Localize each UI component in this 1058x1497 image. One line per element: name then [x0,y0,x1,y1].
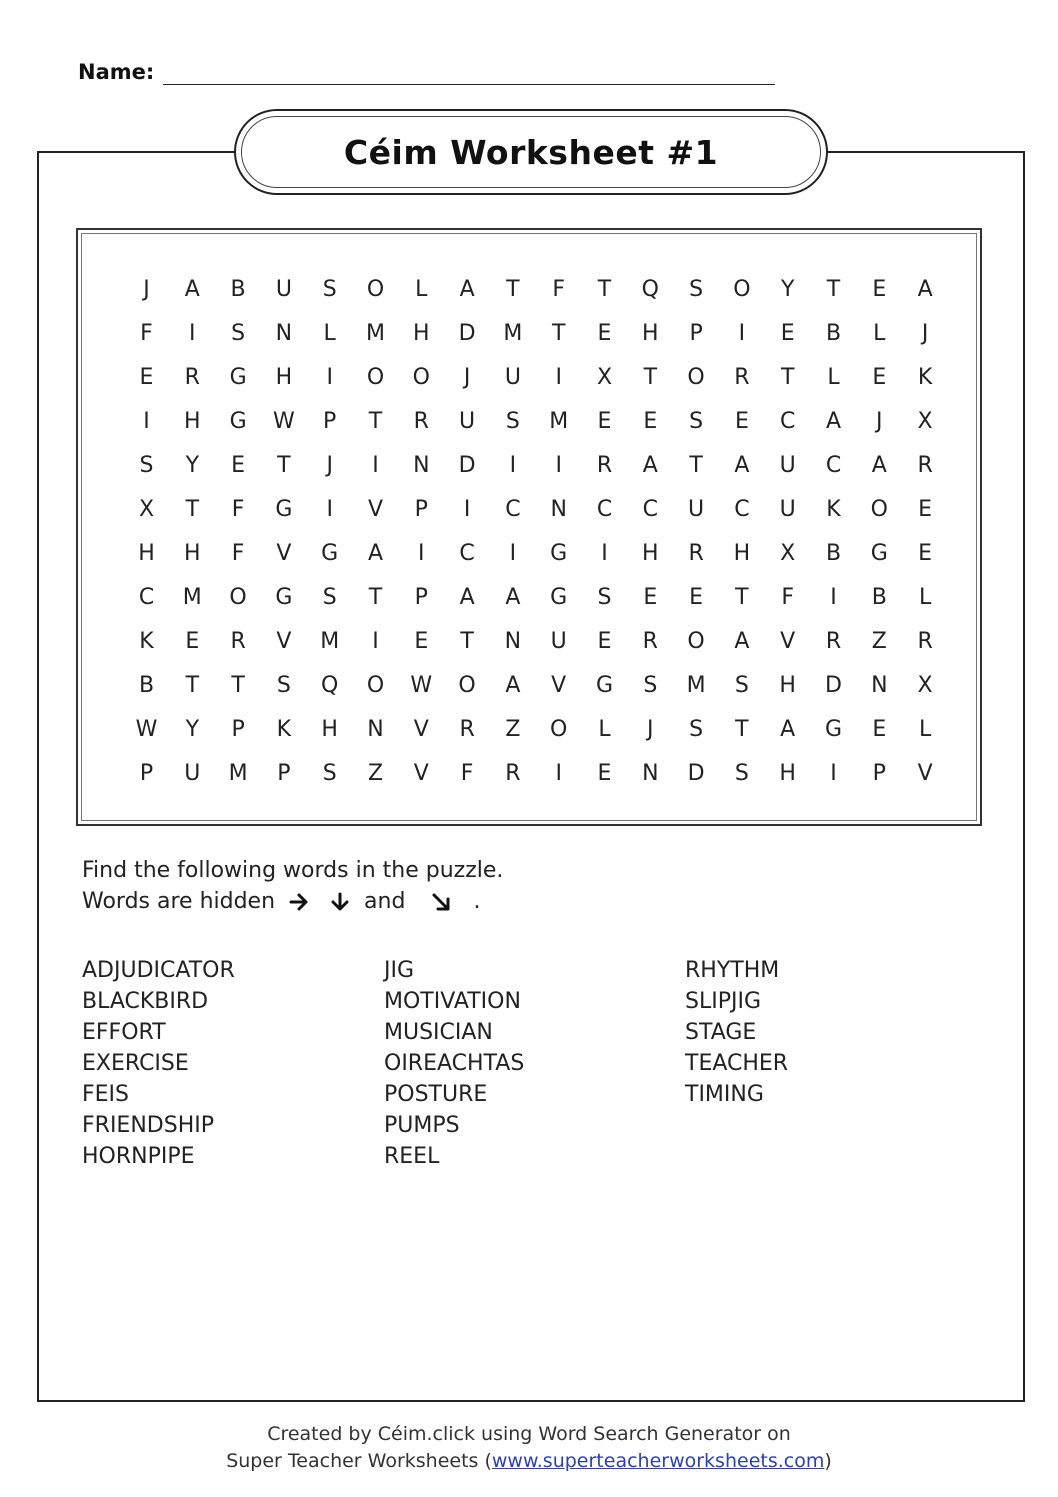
grid-letter: K [917,365,933,390]
grid-letter: T [185,673,200,698]
grid-letter: F [460,761,474,786]
name-line[interactable] [163,84,775,85]
grid-letter: T [597,277,612,302]
grid-letter: J [876,409,883,434]
grid-letter: R [230,629,246,654]
grid-letter: R [459,717,475,742]
grid-letter: L [415,277,428,302]
grid-letter: K [826,497,841,522]
footer-source-prefix: Super Teacher Worksheets ( [226,1450,492,1472]
grid-letter: G [321,541,339,566]
grid-letter: C [138,585,155,610]
grid-letter: J [326,453,333,478]
grid-letter: T [689,453,703,478]
grid-letter: F [140,321,153,346]
grid-letter: U [688,497,705,522]
grid-letter: C [642,497,658,522]
grid-letter: X [917,409,933,434]
grid-letter: B [230,277,246,302]
grid-letter: G [595,673,614,698]
grid-letter: S [734,761,749,786]
word-list-item: EFFORT [82,1020,166,1045]
grid-letter: A [459,277,475,302]
grid-letter: E [597,761,612,786]
grid-letter: V [367,497,384,522]
grid-letter: S [643,673,658,698]
instructions [82,855,503,917]
grid-letter: W [273,409,295,434]
grid-letter: T [735,585,749,610]
grid-letter: R [413,409,429,434]
grid-letter: G [275,585,293,610]
grid-letter: O [366,277,385,302]
grid-letter: U [550,629,567,654]
grid-letter: A [871,453,887,478]
grid-letter: K [139,629,154,654]
grid-letter: Z [505,717,521,742]
grid-letter: X [780,541,796,566]
grid-letter: R [917,453,933,478]
grid-letter: P [872,761,886,786]
grid-letter: I [555,453,562,478]
grid-letter: M [503,321,523,346]
title-banner [234,109,828,195]
grid-letter: E [872,717,887,742]
grid-letter: C [734,497,750,522]
grid-letter: B [825,321,842,346]
grid-letter: G [870,541,888,566]
grid-letter: B [871,585,887,610]
grid-letter: I [143,409,150,434]
grid-letter: L [918,585,932,610]
grid-letter: N [642,761,659,786]
grid-letter: E [597,321,612,346]
grid-letter: U [504,365,521,390]
grid-letter: M [686,673,706,698]
grid-letter: P [139,761,154,786]
grid-letter: C [825,453,842,478]
grid-letter: J [921,321,929,346]
grid-letter: P [689,321,703,346]
word-list-column-3 [685,955,788,1110]
grid-letter: I [372,629,379,654]
grid-letter: H [138,541,155,566]
word-list-item: MUSICIAN [384,1020,493,1045]
grid-letter: S [322,761,337,786]
grid-letter: C [780,409,796,434]
grid-letter: I [326,365,333,390]
arrow-down-icon [329,891,351,913]
instructions-period: . [473,889,481,914]
grid-letter: S [139,453,154,478]
grid-letter: T [185,497,200,522]
grid-letter: I [601,541,608,566]
grid-letter: A [780,717,796,742]
grid-letter: H [184,409,201,434]
grid-letter: L [873,321,886,346]
grid-letter: E [918,541,933,566]
word-list-item: PUMPS [384,1113,460,1138]
grid-letter: E [780,321,795,346]
grid-letter: R [917,629,933,654]
grid-letter: E [414,629,429,654]
grid-letter: E [597,629,612,654]
word-list-item: REEL [384,1144,440,1169]
grid-letter: J [143,277,150,302]
grid-letter: S [689,277,704,302]
grid-letter: A [367,541,384,566]
grid-letter: O [870,497,888,522]
grid-letter: W [135,717,158,742]
grid-letter: O [366,673,385,698]
grid-letter: N [504,629,522,654]
grid-letter: V [551,673,567,698]
grid-letter: A [825,409,842,434]
grid-letter: E [734,409,749,434]
grid-letter: R [688,541,704,566]
grid-letter: V [917,761,933,786]
arrow-down-right-icon [430,891,452,913]
grid-letter: S [734,673,749,698]
footer-link[interactable]: www.superteacherworksheets.com [491,1450,825,1472]
word-list-item: RHYTHM [685,958,780,983]
word-list-column-1 [82,955,235,1172]
grid-letter: A [505,673,521,698]
grid-letter: S [689,717,704,742]
grid-letter: Y [780,277,795,302]
word-list-item: POSTURE [384,1082,488,1107]
grid-letter: C [505,497,521,522]
page-title: Céim Worksheet #1 [343,132,719,172]
grid-letter: E [689,585,704,610]
grid-letter: H [275,365,293,390]
word-list-item: TIMING [685,1082,764,1107]
footer [0,1421,1058,1475]
grid-letter: R [596,453,613,478]
grid-letter: O [412,365,430,390]
arrow-right-icon [288,891,310,913]
grid-letter: Z [367,761,384,786]
grid-letter: Q [641,277,659,302]
grid-letter: I [830,585,837,610]
name-row [78,58,778,88]
word-list-item: EXERCISE [82,1051,189,1076]
grid-letter: S [597,585,612,610]
grid-letter: I [189,321,196,346]
grid-letter: A [917,277,933,302]
grid-letter: S [505,409,520,434]
grid-letter: I [509,541,517,566]
grid-letter: E [231,453,246,478]
grid-letter: R [642,629,658,654]
grid-letter: O [687,365,705,390]
grid-letter: H [779,761,796,786]
grid-letter: H [642,321,659,346]
grid-letter: O [366,365,385,390]
grid-letter: R [505,761,521,786]
grid-letter: I [509,453,517,478]
grid-letter: H [733,541,751,566]
grid-letter: G [550,541,568,566]
grid-letter: L [827,365,840,390]
grid-letter: Y [185,717,200,742]
grid-letter: I [463,497,471,522]
grid-letter: V [413,761,429,786]
word-list-item: OIREACHTAS [384,1051,525,1076]
grid-letter: X [596,365,613,390]
grid-letter: B [825,541,842,566]
grid-letter: A [459,585,475,610]
grid-letter: G [229,409,247,434]
grid-letter: V [413,717,429,742]
grid-letter: A [505,585,521,610]
grid-letter: A [734,453,750,478]
grid-letter: C [596,497,613,522]
word-list-item: MOTIVATION [384,989,521,1014]
grid-letter: I [830,761,837,786]
grid-letter: O [229,585,247,610]
grid-letter: I [372,453,379,478]
grid-letter: L [598,717,611,742]
grid-letter: F [231,541,245,566]
grid-letter: E [643,585,658,610]
grid-letter: I [555,761,562,786]
grid-letter: R [184,365,200,390]
grid-letter: E [139,365,154,390]
grid-letter: S [689,409,704,434]
grid-letter: X [917,673,933,698]
grid-letter: R [734,365,750,390]
grid-letter: O [458,673,476,698]
grid-letter: M [228,761,248,786]
word-list-item: BLACKBIRD [82,989,209,1014]
grid-letter: E [872,365,887,390]
grid-letter: H [321,717,338,742]
grid-letter: H [779,673,796,698]
grid-letter: T [643,365,658,390]
grid-letter: Z [871,629,887,654]
grid-letter: L [918,717,932,742]
grid-letter: H [413,321,430,346]
grid-letter: A [642,453,658,478]
grid-letter: E [185,629,200,654]
grid-letter: V [276,629,292,654]
grid-letter: L [323,321,336,346]
grid-letter: Y [185,453,200,478]
grid-letter: I [418,541,425,566]
grid-letter: T [231,673,245,698]
grid-letter: G [275,497,293,522]
grid-letter: D [458,321,476,346]
grid-letter: J [463,365,471,390]
grid-letter: P [231,717,245,742]
grid-letter: B [138,673,155,698]
grid-letter: E [872,277,887,302]
grid-letter: V [276,541,292,566]
grid-letter: U [275,277,292,302]
grid-letter: F [781,585,795,610]
instructions-and-text: and [364,889,406,914]
grid-letter: T [735,717,749,742]
word-list-item: FEIS [82,1082,130,1107]
grid-letter: S [322,585,337,610]
grid-letter: K [276,717,292,742]
grid-letter: T [277,453,291,478]
grid-letter: P [414,497,428,522]
grid-letter: T [780,365,795,390]
grid-letter: S [276,673,291,698]
grid-letter: Q [321,673,339,698]
grid-letter: M [366,321,385,346]
grid-letter: G [229,365,247,390]
grid-letter: P [323,409,337,434]
footer-source-suffix: ) [824,1450,832,1472]
word-list-item: HORNPIPE [82,1144,195,1169]
word-list-column-2 [384,955,524,1172]
grid-letter: J [647,717,654,742]
grid-letter: X [138,497,155,522]
grid-letter: P [414,585,428,610]
grid-letter: G [550,585,568,610]
name-label: Name: [78,60,155,84]
grid-letter: O [733,277,751,302]
grid-letter: N [367,717,384,742]
grid-letter: T [460,629,474,654]
grid-letter: U [779,453,796,478]
word-list-item: FRIENDSHIP [82,1113,214,1138]
grid-letter: M [182,585,202,610]
grid-letter: I [738,321,746,346]
grid-letter: O [687,629,705,654]
word-list-item: SLIPJIG [685,989,762,1014]
grid-letter: M [549,409,569,434]
grid-letter: S [231,321,246,346]
instructions-hidden-text: Words are hidden [82,889,276,914]
grid-letter: T [506,277,520,302]
grid-letter: I [326,497,333,522]
instructions-line-1: Find the following words in the puzzle. [82,858,504,883]
grid-letter: T [826,277,841,302]
grid-letter: M [320,629,340,654]
grid-letter: N [275,321,293,346]
grid-letter: W [410,673,433,698]
grid-letter: T [551,321,566,346]
grid-letter: A [734,629,750,654]
grid-letter: D [825,673,842,698]
footer-credit: Created by Céim.click using Word Search Generator on [267,1423,791,1445]
grid-letter: S [322,277,337,302]
word-list-item: JIG [384,958,415,983]
grid-letter: T [368,585,383,610]
instructions-line-2 [82,886,503,917]
grid-letter: O [550,717,568,742]
grid-letter: D [687,761,705,786]
grid-letter: H [642,541,659,566]
grid-letter: R [825,629,842,654]
word-list-item: STAGE [685,1020,757,1045]
grid-letter: D [458,453,476,478]
grid-letter: E [597,409,612,434]
grid-letter: C [459,541,475,566]
grid-letter: N [550,497,567,522]
grid-letter: E [643,409,658,434]
grid-letter: T [368,409,383,434]
grid-letter: F [552,277,566,302]
grid-letter: V [780,629,796,654]
footer-source [0,1448,1058,1475]
grid-letter: N [413,453,430,478]
grid-letter: N [871,673,888,698]
grid-letter: G [824,717,843,742]
grid-letter: U [184,761,201,786]
grid-letter: A [184,277,200,302]
grid-letter: E [918,497,933,522]
grid-letter: U [779,497,796,522]
word-list-item: TEACHER [685,1051,789,1076]
grid-letter: F [231,497,245,522]
grid-letter: H [184,541,201,566]
grid-letter: P [277,761,291,786]
word-list-item: ADJUDICATOR [82,958,235,983]
grid-letter: U [459,409,476,434]
grid-letter: I [555,365,562,390]
